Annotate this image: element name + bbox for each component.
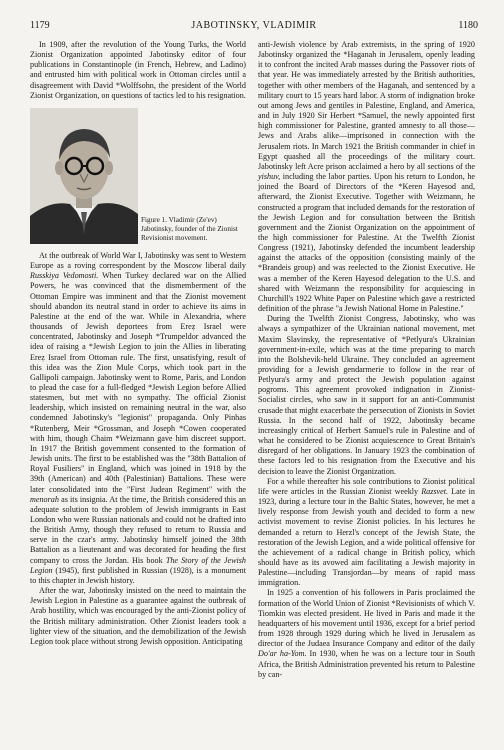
right-column bbox=[258, 40, 475, 680]
paragraph-twelfth-congress: During the Twelfth Zionist Congress, Jabotinsky, who was always a sympathizer of the Ukrainian national movement, met Maxim Slavinsky, the representative of *Petlyura's Ukrainian government-in-exile, which was at the time preparing to march into the Bolshevik-held Ukraine. They concluded an agreement providing for a Jewish gendarmerie to follow in the rear of Petlyura's army and protect the Jewish population against pogroms. This agreement provoked indignation in Zionist-Socialist circles, who saw in it support for an anti-Communist crusade that might exacerbate the persecution of Zionists in Soviet Russia. In the second half of 1922, Jabotinsky became increasingly critical of Herbert Samuel's rule in Palestine and of what he considered to be Zionist acquiescence to Great Britain's disregard of her obligations. In January 1923 the combination of these factors led to his resignation from the Executive and his decision to leave the Zionist Organization. bbox=[258, 314, 475, 476]
paragraph-haganah: anti-Jewish violence by Arab extremists, in the spring of 1920 Jabotinsky organized the *Haganah in Jerusalem, openly leading it to confront the incited Arab masses during the Passover riots of that year. He was immediately arrested by the British authorities, together with other members of the Haganah, and sentenced by a military court to 15 years hard labor. A storm of indignation broke out among Jews and gentiles in Palestine, England, and America, and in July 1920 Sir Herbert *Samuel, the newly appointed first high commissioner for Palestine, granted amnesty to all those—Jews and Arabs alike—imprisoned in connection with the Jerusalem riots. In March 1921 the British commander in chief in Egypt quashed all the proceedings of the military court. Jabotinsky left Acre prison acclaimed a hero by all sections of the yishuv, including the labor parties. Upon his return to London, he joined the Board of Directors of the *Keren Hayesod and, afterward, the Zionist Executive. Together with Weizmann, he constructed a program that included demands for the restoration of the Jewish Legion and for consultation between the British government and the Zionist Organization on the appointment of the high commissioner for Palestine. At the Twelfth Zionist Congress (1921), Jabotinsky defended the incumbent leadership against the attacks of the opposition (consisting mainly of the *Brandeis group) and was reelected to the Zionist Executive. He was a member of the Keren Hayesod delegation to the U.S. and shared with Weizmann the responsibility for acquiescing in Churchill's 1922 White Paper on Palestine which gave a restricted definition of the phrase "a Jewish National Home in Palestine." bbox=[258, 40, 475, 314]
page-number-right: 1180 bbox=[458, 20, 478, 31]
portrait-illustration bbox=[30, 108, 138, 244]
running-title: JABOTINSKY, VLADIMIR bbox=[191, 20, 317, 31]
jabotinsky-portrait-image bbox=[30, 108, 138, 244]
paragraph-world-war: At the outbreak of World War I, Jabotinsky was sent to Western Europe as a roving correspondent by the Moscow liberal daily Russkiya Vedomosti. When Turkey declared war on the Allied Powers, he was convinced that the dismemberment of the Ottoman Empire was imminent and that the Zionist movement should abandon its neutral stand in order to achieve its aims in Palestine at the end of the war. While in Alexandria, where thousands of Jewish deportees from Ereẓ Israel were concentrated, Jabotinsky and Joseph *Trumpeldor advanced the idea of raising a *Jewish Legion to join the Allies in liberating Ereẓ Israel from Ottoman rule. The first, unsatisfying, result of this idea was the Zion Mule Corps, which took part in the Gallipoli campaign. Jabotinsky went to Rome, Paris, and London to plead the case for a full-fledged *Jewish Legion before Allied statesmen, but met with no sympathy. The official Zionist leadership, which insisted on remaining neutral in the war, also condemned Jabotinsky's "legionist" propaganda. Only Pinhas *Rutenberg, Meir *Grossman, and Joseph *Cowen cooperated with him, though Chaim *Weizmann gave him discreet support. In 1917 the British government consented to the formation of Jewish units. The first to be established was the "38th Battalion of Royal Fusiliers" in England, which was joined in 1918 by the 39th (American) and 40th (Palestinian) Battalions. These were later consolidated into the "First Judean Regiment" with the menorah as its insignia. At the time, the British considered this an adequate solution to the problem of Jewish immigrants in East London who were Russian nationals and could not be drafted into the British Army, though they refused to return to Russia and serve in the czar's army. Jabotinsky himself joined the 38th Battalion as a lieutenant and was decorated for heading the first company to cross the Jordan. His book The Story of the Jewish Legion (1945), first published in Russian (1928), is a monument to this chapter in Jewish history. bbox=[30, 250, 247, 585]
figure-1 bbox=[30, 108, 246, 245]
page-header bbox=[30, 20, 478, 34]
figure-caption: Figure 1. Vladimir (Ze'ev) Jabotinsky, founder of the Zionist Revisionist movement. bbox=[141, 216, 238, 243]
paragraph-revisionists: In 1925 a convention of his followers in Paris proclaimed the formation of the World Union of Zionist *Revisionists of which V. Tiomkin was elected president. He lived in Paris and made it the headquarters of his movement until 1936, except for a brief period from 1928 through 1929 during which he lived in Jerusalem as director of the Judaea Insurance Company and editor of the daily Do'ar ha-Yom. In 1930, when he was on a lecture tour in South Africa, the British Administration prevented his return to Palestine by can- bbox=[258, 588, 475, 679]
page-number-left: 1179 bbox=[30, 20, 50, 31]
left-column bbox=[30, 40, 246, 647]
paragraph-razsvet: For a while thereafter his sole contributions to Zionist political life were articles in the Russian Zionist weekly Razsvet. Late in 1923, during a lecture tour in the Baltic States, however, he met a lively response from Jewish youth and decided to form a new activist movement to revise Zionist policies. In his lectures he demanded a return to Herzl's concept of the Jewish State, the restoration of the Jewish Legion, and a wide political offensive for the achievement of a radical change in British policy, which should have as its avowed aim facilitating a Jewish majority in Palestine—including Transjordan—by means of rapid mass immigration. bbox=[258, 476, 475, 588]
paragraph-after-war: After the war, Jabotinsky insisted on the need to maintain the Jewish Legion in Palestine as a guarantee against the outbreak of Arab hostility, which was encouraged by the anti-Zionist policy of the British military administration. Other Zionist leaders took a lighter view of the situation, and the demobilization of the Jewish Legion took place without strong Jewish opposition. Anticipating bbox=[30, 586, 246, 646]
paragraph-constantinople: In 1909, after the revolution of the Young Turks, the World Zionist Organization appointed Jabotinsky editor of four publications in Constantinople (in French, Hebrew, and Ladino) and entrusted him with political work in Ottoman circles until a disagreement with David *Wolffsohn, the president of the World Zionist Organization, on questions of tactics led to his resignation. bbox=[30, 40, 246, 100]
